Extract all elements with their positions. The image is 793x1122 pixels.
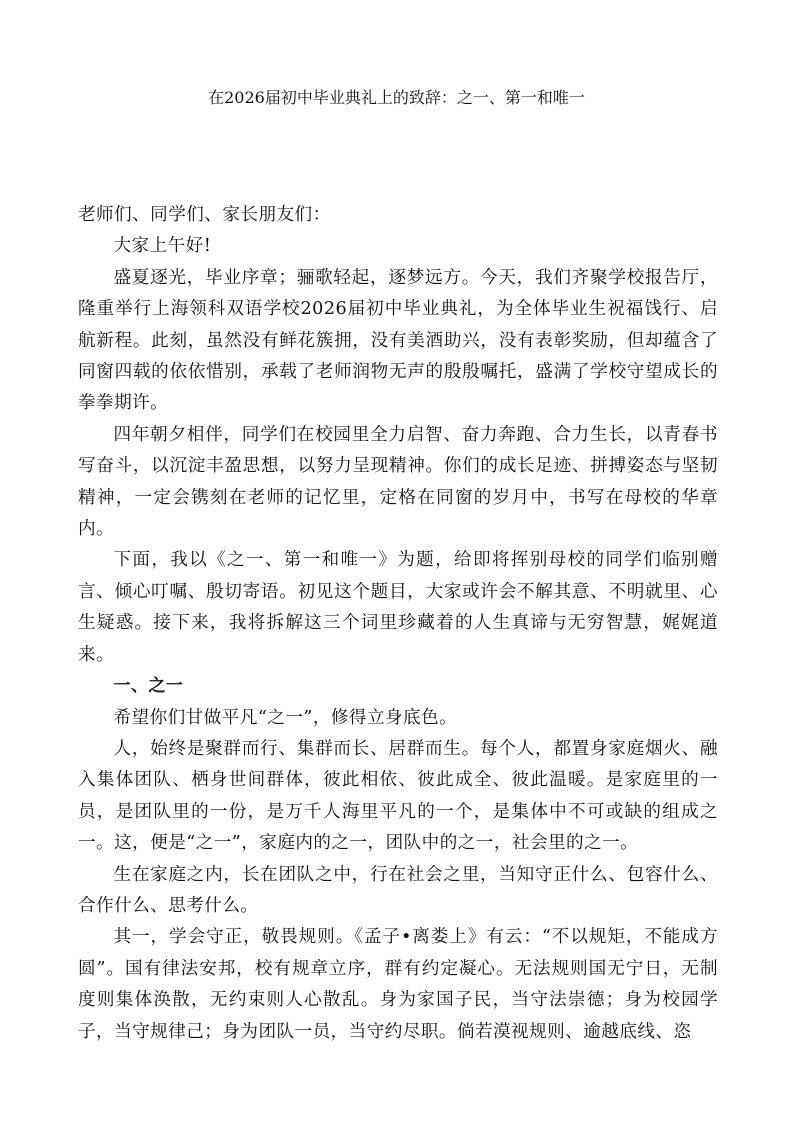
salutation: 老师们、同学们、家长朋友们： — [78, 205, 331, 225]
document-title: 在2026届初中毕业典礼上的致辞：之一、第一和唯一 — [208, 88, 585, 107]
section-paragraph: 其一，学会守正，敬畏规则。《孟子•离娄上》有云：“不以规矩，不能成方圆”。国有律法安邦，校有规章立序，群有约定凝心。无法规则国无宁日，无制度则集体涣散，无约束则人心散乱。身为家国子民，当守法崇德；身为校园学子，当守规律己；身为团队一员，当守约尽职。倘若漠视规则、逾越底线、恣 — [78, 927, 718, 1042]
paragraph-four-years: 四年朝夕相伴，同学们在校园里全力启智、奋力奔跑、合力生长，以青春书写奋斗，以沉淀丰盈思想，以努力呈现精神。你们的成长足迹、拼搏姿态与坚韧精神，一定会镌刻在老师的记忆里，定格在同窗的岁月中，书写在母校的华章内。 — [78, 424, 718, 540]
paragraph-opening: 盛夏逐光，毕业序章；骊歌轻起，逐梦远方。今天，我们齐聚学校报告厅，隆重举行上海领科双语学校2026届初中毕业典礼，为全体毕业生祝福饯行、启航新程。此刻，虽然没有鲜花簇拥，没有美酒助兴，没有表彰奖励，但却蕴含了同窗四载的依依惜别，承载了老师润物无声的殷殷嘱托，盛满了学校守望成长的拳拳期许。 — [78, 267, 718, 414]
document-body — [78, 200, 718, 1048]
paragraph-topic-intro: 下面，我以《之一、第一和唯一》为题，给即将挥别母校的同学们临别赠言、倾心叮嘱、殷切寄语。初见这个题目，大家或许会不解其意、不明就里、心生疑惑。接下来，我将拆解这三个词里珍藏着的人生真谛与无穷智慧，娓娓道来。 — [78, 550, 718, 665]
section-heading: 一、之一 — [113, 676, 184, 697]
section-paragraph: 人，始终是聚群而行、集群而长、居群而生。每个人，都置身家庭烟火、融入集体团队、栖身世间群体，彼此相依、彼此成全、彼此温暖。是家庭里的一员，是团队里的一份，是万千人海里平凡的一个，是集体中不可或缺的组成之一。这，便是“之一”，家庭内的之一，团队中的之一，社会里的之一。 — [78, 738, 718, 854]
section-paragraph: 希望你们甘做平凡“之一”，修得立身底色。 — [113, 707, 458, 728]
section-paragraph: 生在家庭之内，长在团队之中，行在社会之里，当知守正什么、包容什么、合作什么、思考什么。 — [78, 864, 718, 916]
paragraph-greeting: 大家上午好! — [113, 236, 212, 257]
